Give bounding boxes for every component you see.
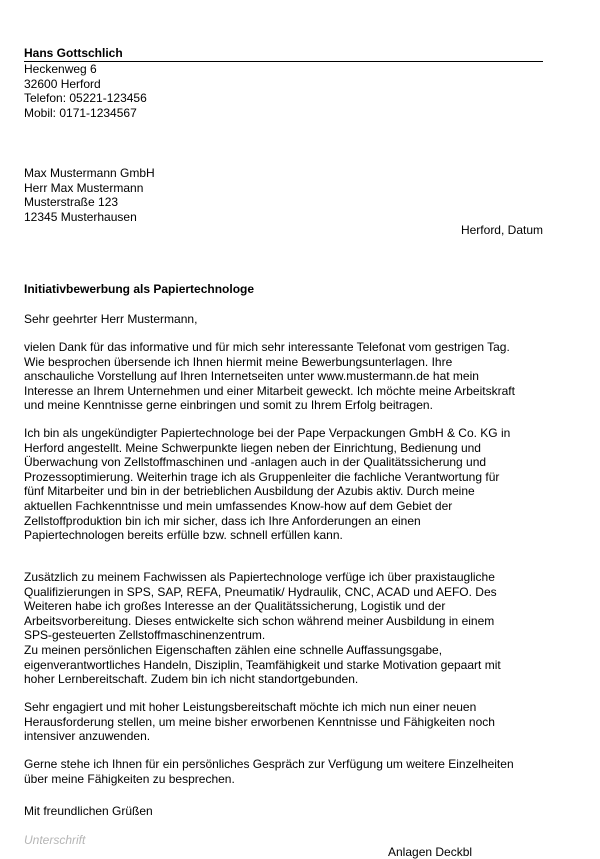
paragraph-line: Prozessoptimierung. Weiterhin trage ich als Gruppenleiter die fachliche Verantwortung für: [24, 469, 500, 484]
paragraph-line: Gerne stehe ich Ihnen für ein persönliches Gespräch zur Verfügung um weitere Einzelheiten: [24, 757, 514, 771]
recipient-city: 12345 Musterhausen: [24, 209, 137, 224]
paragraph-line: Interesse an Ihrem Unternehmen und einer Mitarbeit geweckt. Ich möchte meine Arbeitskraft: [24, 383, 515, 398]
paragraph-line: Herausforderung stellen, um meine bisher erworbenen Kenntnisse und Fähigkeiten noch: [24, 714, 495, 729]
paragraph-line: fünf Mitarbeiter und bin in der betrieblichen Ausbildung der Azubis aktiv. Durch meine: [24, 484, 475, 499]
signature-placeholder: Unterschrift: [24, 833, 86, 847]
paragraph-line: intensiver anzuwenden.: [24, 729, 151, 744]
paragraph-line: Zellstoffproduktion bin ich mir sicher, dass ich Ihre Anforderungen an einen: [24, 513, 421, 528]
sender-address: [24, 62, 147, 120]
sender-name: Hans Gottschlich: [24, 46, 543, 62]
subject-line: Initiativbewerbung als Papiertechnologe: [24, 282, 255, 296]
recipient-street: Musterstraße 123: [24, 195, 119, 210]
paragraph-line: Überwachung von Zellstoffmaschinen und -anlagen auch in der Qualitätssicherung und: [24, 455, 487, 470]
recipient-company: Max Mustermann GmbH: [24, 166, 155, 180]
sender-street: Heckenweg 6: [24, 62, 97, 76]
date-line: Herford, Datum: [460, 223, 543, 237]
paragraph-line: Zusätzlich zu meinem Fachwissen als Papiertechnologe verfüge ich über praxistaugliche: [24, 570, 495, 584]
paragraph-line: anschauliche Vorstellung auf Ihren Internetseiten unter www.mustermann.de hat mein: [24, 369, 479, 384]
paragraph-line: Papiertechnologen bereits erfülle bzw. schnell erfüllen kann.: [24, 528, 343, 543]
paragraph-line: über meine Fähigkeiten zu besprechen.: [24, 771, 235, 786]
sender-mobile: Mobil: 0171-1234567: [24, 105, 137, 120]
body-paragraph-2: [24, 426, 510, 543]
paragraph-line: Wie besprochen übersende ich Ihnen hiermit meine Bewerbungsunterlagen. Ihre: [24, 354, 453, 369]
paragraph-line: Arbeitsvorbereitung. Dieses entwickelte sich schon während meiner Ausbildung in einem: [24, 613, 495, 628]
paragraph-line: SPS-gesteuerten Zellstoffmaschinenzentrum.: [24, 628, 266, 643]
paragraph-line: Ich bin als ungekündigter Papiertechnologe bei der Pape Verpackungen GmbH & Co. KG in: [24, 426, 511, 440]
body-paragraph-1: [24, 340, 515, 413]
signer-name: Anlagen Deckbl: [388, 845, 473, 859]
paragraph-line: und meine Kenntnisse gerne einbringen und somit zu Ihrem Erfolg beitragen.: [24, 398, 433, 413]
sender-city: 32600 Herford: [24, 76, 101, 91]
recipient-person: Herr Max Mustermann: [24, 180, 144, 195]
paragraph-line: Herford angestellt. Meine Schwerpunkte liegen neben der Einrichtung, Bedienung und: [24, 440, 481, 455]
sender-phone: Telefon: 05221-123456: [24, 91, 147, 106]
body-paragraph-6: [24, 757, 514, 786]
paragraph-line: Sehr engagiert und mit hoher Leistungsbereitschaft möchte ich mich nun einer neuen: [24, 700, 477, 714]
paragraph-line: Qualifizierungen in SPS, SAP, REFA, Pneumatik/ Hydraulik, CNC, ACAD und AEFO. Des: [24, 584, 497, 599]
paragraph-line: Weiteren habe ich großes Interesse an der Qualitätssicherung, Logistik und der: [24, 599, 446, 614]
paragraph-line: aktuellen Fachkenntnisse und mein umfassendes Know-how auf dem Gebiet der: [24, 498, 453, 513]
body-paragraph-5: [24, 700, 495, 744]
paragraph-line: hoher Lernbereitschaft. Zudem bin ich nicht standortgebunden.: [24, 672, 359, 687]
recipient-address: [24, 166, 155, 224]
paragraph-line: vielen Dank für das informative und für mich sehr interessante Telefonat vom gestrigen Tag.: [24, 340, 510, 354]
body-paragraph-4: [24, 643, 501, 687]
paragraph-line: eigenverantwortliches Handeln, Disziplin, Teamfähigkeit und starke Motivation gepaart mit: [24, 657, 501, 672]
paragraph-line: Zu meinen persönlichen Eigenschaften zählen eine schnelle Auffassungsgabe,: [24, 643, 443, 657]
closing-phrase: Mit freundlichen Grüßen: [24, 804, 153, 818]
body-paragraph-3: [24, 570, 497, 643]
salutation: Sehr geehrter Herr Mustermann,: [24, 312, 198, 326]
